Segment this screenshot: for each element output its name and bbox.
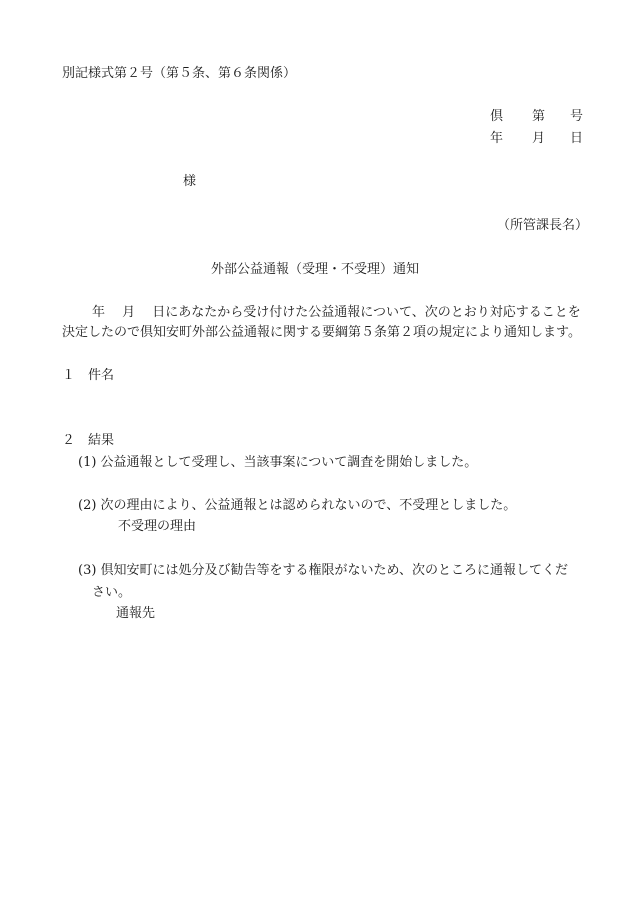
- result-option-2: (2) 次の理由により、公益通報とは認められないので、不受理としました。: [78, 498, 517, 513]
- report-destination-label: 通報先: [116, 606, 156, 621]
- body-text-line-1: 年 月 日にあなたから受け付けた公益通報について、次のとおり対応することを: [92, 305, 581, 320]
- result-option-3-line-2: さい。: [92, 585, 132, 600]
- document-number-go: 号: [570, 109, 584, 124]
- body-text-line-2: 決定したので倶知安町外部公益通報に関する要綱第５条第２項の規定により通知します。: [62, 325, 581, 340]
- rejection-reason-label: 不受理の理由: [118, 519, 197, 534]
- addressee: 様: [183, 174, 197, 189]
- date-month: 月: [532, 131, 546, 146]
- result-option-1: (1) 公益通報として受理し、当該事案について調査を開始しました。: [78, 455, 478, 470]
- section-result-heading: ２ 結果: [62, 433, 115, 448]
- document-number-dai: 第: [532, 109, 546, 124]
- date-day: 日: [570, 131, 584, 146]
- document-number-prefix: 倶: [490, 109, 504, 124]
- sender-title: （所管課長名）: [497, 218, 589, 233]
- document-number: [490, 109, 582, 125]
- section-subject-heading: １ 件名: [62, 368, 115, 383]
- form-label: 別記様式第２号（第５条、第６条関係）: [62, 66, 297, 81]
- result-option-3-line-1: (3) 倶知安町には処分及び勧告等をする権限がないため、次のところに通報してくだ: [78, 563, 569, 578]
- document-date: [490, 131, 582, 147]
- date-year: 年: [490, 131, 504, 146]
- document-title: 外部公益通報（受理・不受理）通知: [210, 262, 419, 277]
